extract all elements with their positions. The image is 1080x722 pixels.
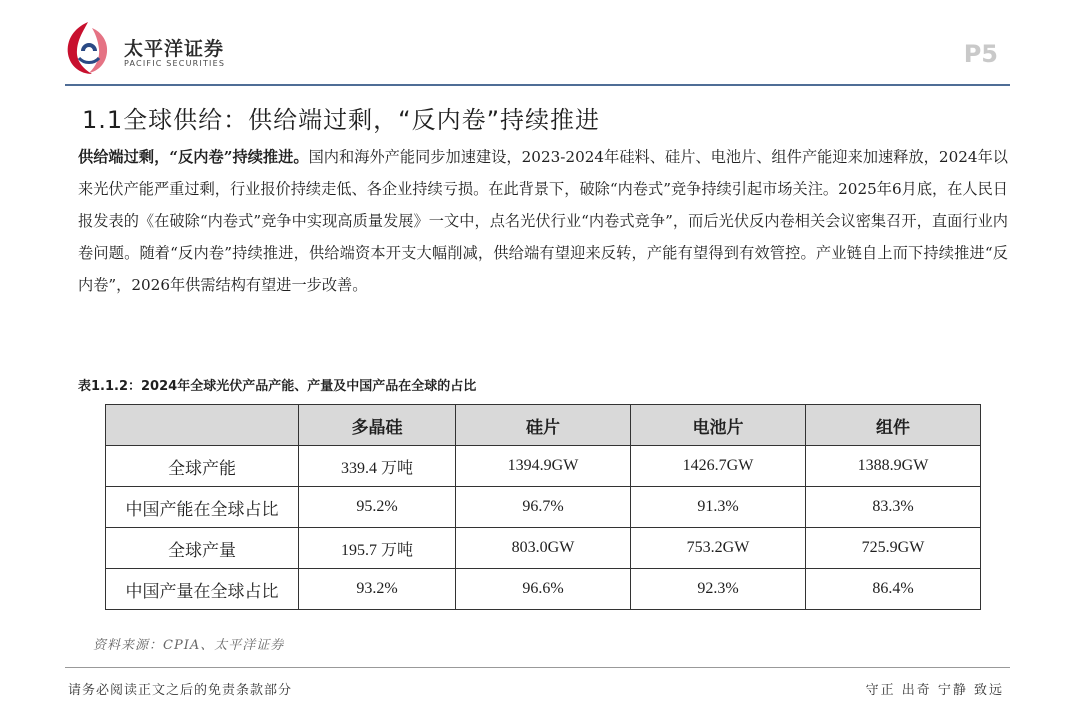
- table-cell: 93.2%: [299, 569, 456, 610]
- table-row: [106, 446, 981, 487]
- logo-chinese-name: 太平洋证券: [124, 38, 225, 60]
- table-header-cell: 电池片: [631, 405, 806, 446]
- capacity-share-table: [105, 404, 981, 610]
- table-cell: 96.6%: [456, 569, 631, 610]
- logo-english-name: PACIFIC SECURITIES: [124, 59, 226, 68]
- table-cell: 92.3%: [631, 569, 806, 610]
- section-title: 1.1全球供给：供给端过剩，“反内卷”持续推进: [82, 106, 601, 134]
- table-cell: 753.2GW: [631, 528, 806, 569]
- table-cell: 95.2%: [299, 487, 456, 528]
- table-cell: 339.4 万吨: [299, 446, 456, 487]
- table-header-row: [106, 405, 981, 446]
- table-header-cell: 硅片: [456, 405, 631, 446]
- table-header-cell: 多晶硅: [299, 405, 456, 446]
- table-row: [106, 569, 981, 610]
- table-cell: 91.3%: [631, 487, 806, 528]
- table-caption: 表1.1.2：2024年全球光伏产品产能、产量及中国产品在全球的占比: [78, 379, 477, 394]
- table-row: [106, 487, 981, 528]
- table-cell: 1426.7GW: [631, 446, 806, 487]
- table-row-label: 全球产能: [106, 446, 299, 487]
- body-paragraph: [78, 141, 1008, 301]
- disclaimer-notice: 请务必阅读正文之后的免责条款部分: [68, 683, 293, 698]
- table-row-label: 中国产量在全球占比: [106, 569, 299, 610]
- company-motto: 守正 出奇 宁静 致远: [865, 683, 1004, 698]
- table-cell: 1394.9GW: [456, 446, 631, 487]
- table-source-note: 资料来源：CPIA、太平洋证券: [93, 638, 285, 653]
- table-cell: 803.0GW: [456, 528, 631, 569]
- paragraph-text: 国内和海外产能同步加速建设，2023-2024年硅料、硅片、电池片、组件产能迎来加速释放，2024年以来光伏产能严重过剩，行业报价持续走低、各企业持续亏损。在此背景下，破除“内卷式”竞争持续引起市场关注。2025年6月底，在人民日报发表的《在破除“内卷式”竞争中实现高质量发展》一文中，点名光伏行业“内卷式竞争”，而后光伏反内卷相关会议密集召开，直面行业内卷问题。随着“反内卷”持续推进，供给端资本开支大幅削减，供给端有望迎来反转，产能有望得到有效管控。产业链自上而下持续推进“反内卷”，2026年供需结构有望进一步改善。: [78, 148, 1008, 294]
- company-logo-mark-icon: [62, 18, 114, 78]
- table-cell: 1388.9GW: [806, 446, 981, 487]
- table-cell: 83.3%: [806, 487, 981, 528]
- table-cell: 96.7%: [456, 487, 631, 528]
- table-row-label: 中国产能在全球占比: [106, 487, 299, 528]
- footer-divider: [65, 667, 1010, 668]
- page-number: P5: [963, 40, 998, 68]
- table-header-cell: [106, 405, 299, 446]
- table-row-label: 全球产量: [106, 528, 299, 569]
- paragraph-lead: 供给端过剩，“反内卷”持续推进。: [78, 148, 309, 166]
- table-cell: 725.9GW: [806, 528, 981, 569]
- table-cell: 195.7 万吨: [299, 528, 456, 569]
- table-row: [106, 528, 981, 569]
- table-cell: 86.4%: [806, 569, 981, 610]
- company-logo: [62, 18, 292, 80]
- table-header-cell: 组件: [806, 405, 981, 446]
- header-divider: [65, 84, 1010, 86]
